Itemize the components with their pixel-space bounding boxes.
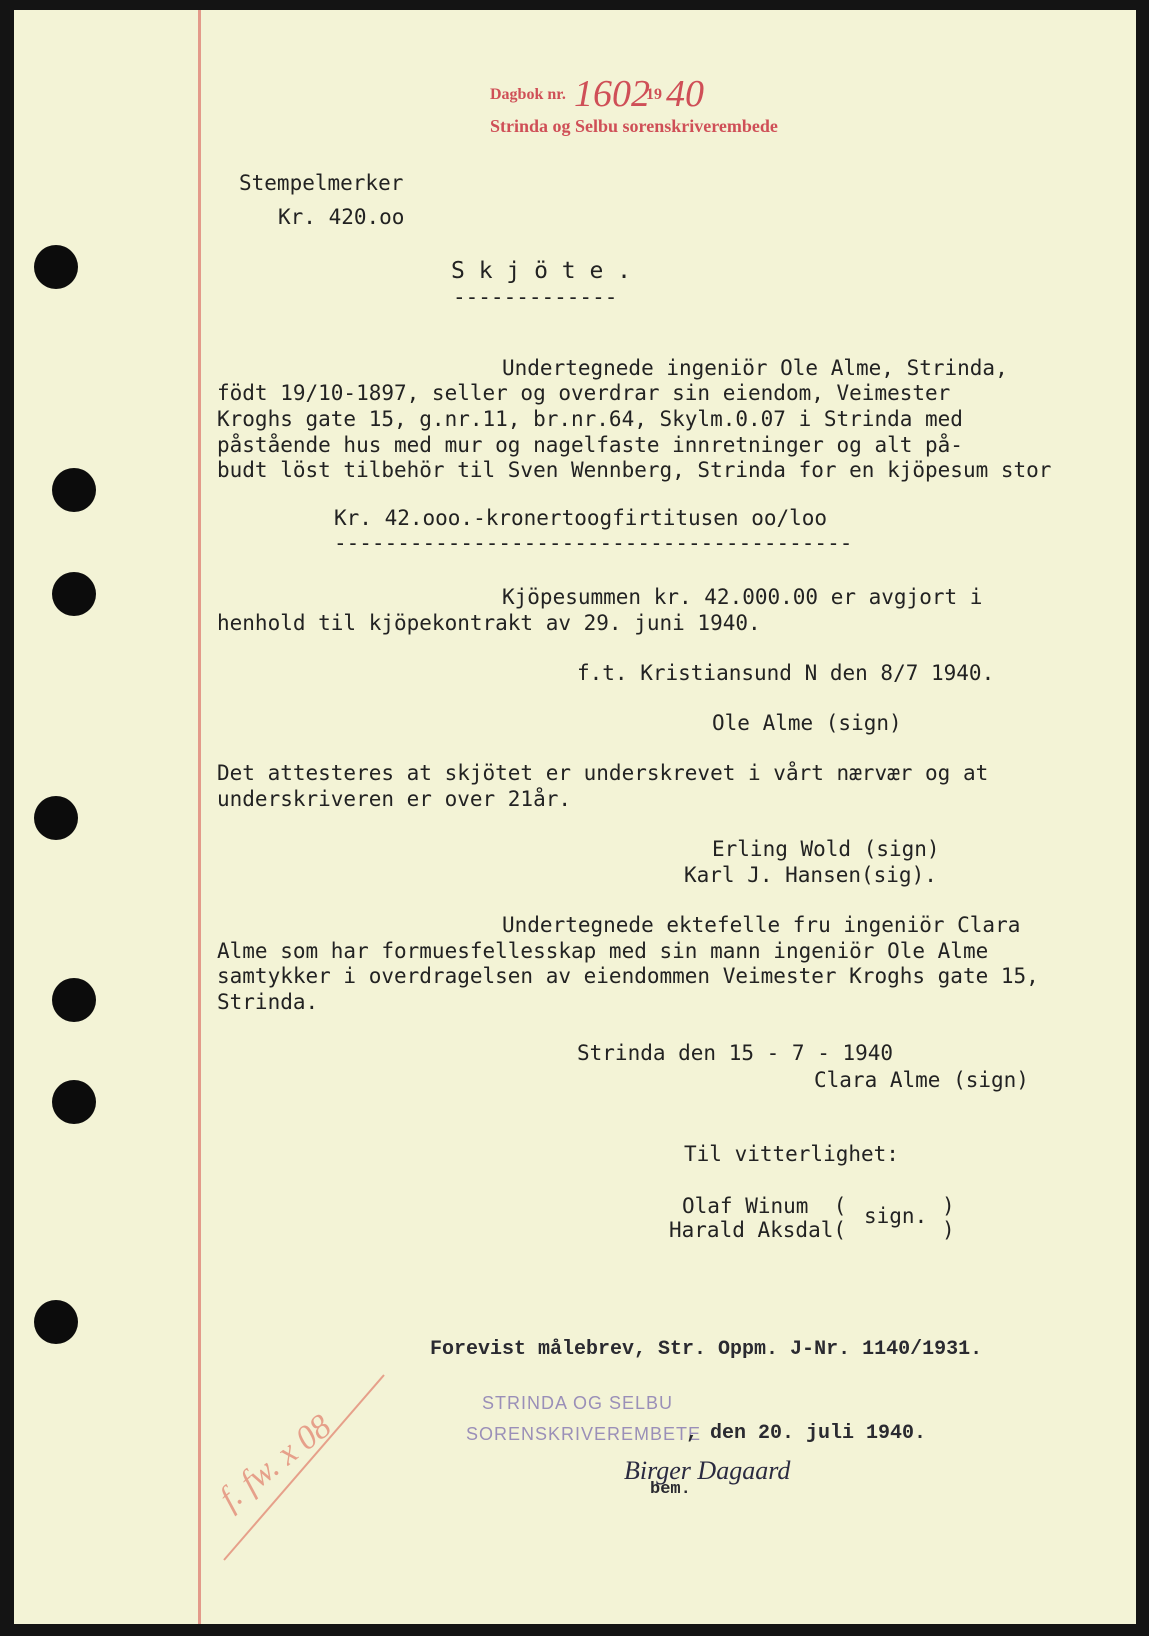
dagbok-year-prefix: 19 [646, 86, 662, 103]
text-line: Kroghs gate 15, g.nr.11, br.nr.64, Skylm.0.07 i Strinda med [217, 407, 963, 431]
punch-hole [34, 1300, 78, 1344]
pencil-note: f. fw. x 08 [212, 1407, 339, 1518]
punch-hole [52, 978, 96, 1022]
title-rule: ------------- [453, 285, 618, 309]
signer-2: Clara Alme (sign) [814, 1068, 1029, 1092]
stamp-duty-label: Stempelmerker [239, 171, 404, 195]
vitne-sign: sign. [864, 1204, 928, 1228]
registrar-signature: Birger Dagaard [624, 1456, 791, 1485]
punch-hole [52, 572, 96, 616]
text-line: Alme som har formuesfellesskap med sin mann ingeniör Ole Alme [217, 939, 989, 963]
witness-2: Karl J. Hansen(sig). [684, 863, 937, 887]
vitne-close-1: ) [942, 1194, 955, 1218]
punch-hole [52, 1080, 96, 1124]
punch-hole [34, 245, 78, 289]
vitne-2: Harald Aksdal( [669, 1218, 847, 1242]
document-title: S k j ö t e . [451, 258, 632, 284]
text-line: samtykker i overdragelsen av eiendommen Veimester Kroghs gate 15, [217, 964, 1039, 988]
vitne-1: Olaf Winum ( [682, 1194, 847, 1218]
signer-1: Ole Alme (sign) [712, 711, 902, 735]
dagbok-number: 1602 [574, 73, 650, 115]
registrar-suffix: bem. [650, 1480, 691, 1499]
margin-line [198, 10, 201, 1624]
purchase-amount: Kr. 42.ooo.-kronertoogfirtitusen oo/loo [334, 506, 828, 530]
place-date-2: Strinda den 15 - 7 - 1940 [577, 1041, 894, 1065]
amount-rule: ----------------------------------------- [334, 531, 853, 555]
court-stamp-line-1: STRINDA OG SELBU [482, 1393, 674, 1413]
text-line: Undertegnede ektefelle fru ingeniör Clara [502, 913, 1021, 937]
malebrev-note: Forevist målebrev, Str. Oppm. J-Nr. 1140/1931. [430, 1338, 983, 1361]
registration-date: , den 20. juli 1940. [686, 1422, 927, 1445]
court-stamp-line-2: SORENSKRIVEREMBETE [466, 1424, 702, 1444]
document-page [14, 10, 1136, 1624]
punch-hole [52, 468, 96, 512]
text-line: underskriveren er over 21år. [217, 787, 572, 811]
text-line: henhold til kjöpekontrakt av 29. juni 1940. [217, 611, 761, 635]
witness-1: Erling Wold (sign) [712, 837, 940, 861]
text-line: Kjöpesummen kr. 42.000.00 er avgjort i [502, 585, 983, 609]
vitterlighet-label: Til vitterlighet: [684, 1142, 899, 1166]
text-line: födt 19/10-1897, seller og overdrar sin eiendom, Veimester [217, 381, 951, 405]
pencil-stroke [214, 1370, 414, 1570]
dagbok-year-suffix: 40 [666, 73, 704, 115]
office-name: Strinda og Selbu sorenskriverembede [490, 116, 778, 136]
punch-hole [34, 796, 78, 840]
text-line: Undertegnede ingeniör Ole Alme, Strinda, [502, 356, 1008, 380]
text-line: Strinda. [217, 990, 319, 1014]
dagbok-label: Dagbok nr. [490, 86, 566, 103]
stamp-duty-amount: Kr. 420.oo [278, 205, 405, 229]
text-line: Det attesteres at skjötet er underskrevet i vårt nærvær og at [217, 761, 989, 785]
text-line: budt löst tilbehör til Sven Wennberg, Strinda for en kjöpesum stor [217, 458, 1052, 482]
place-date-1: f.t. Kristiansund N den 8/7 1940. [577, 661, 995, 685]
vitne-close-2: ) [942, 1218, 955, 1242]
text-line: påstående hus med mur og nagelfaste innretninger og alt på- [217, 433, 963, 457]
